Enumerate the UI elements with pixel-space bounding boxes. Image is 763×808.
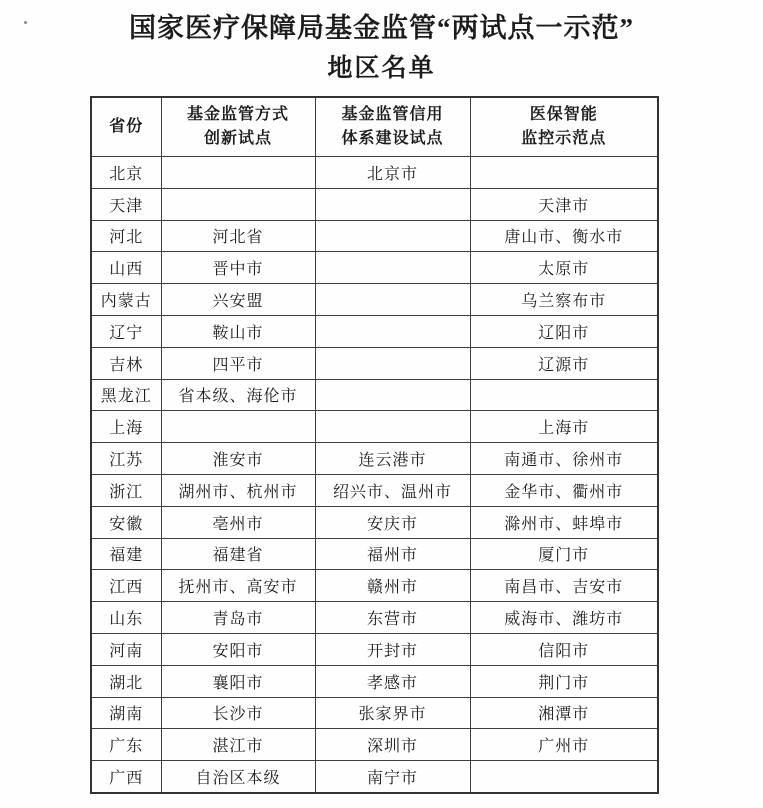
monitor-demo-cell: 湘潭市 — [470, 697, 658, 729]
innovation-pilot-cell: 湖州市、杭州市 — [161, 474, 315, 506]
province-cell: 辽宁 — [91, 315, 161, 347]
province-cell: 山东 — [91, 602, 161, 634]
monitor-demo-cell: 厦门市 — [470, 538, 658, 570]
monitor-demo-cell: 信阳市 — [470, 633, 658, 665]
column-header-province-line1: 省份 — [109, 118, 144, 135]
column-header-monitor-line2: 监控示范点 — [521, 130, 607, 147]
monitor-demo-cell: 南昌市、吉安市 — [470, 570, 658, 602]
province-cell: 吉林 — [91, 347, 161, 379]
credit-pilot-cell — [315, 411, 470, 443]
table-row — [91, 379, 658, 411]
monitor-demo-cell — [470, 379, 658, 411]
province-cell: 河南 — [91, 633, 161, 665]
monitor-demo-cell: 辽阳市 — [470, 315, 658, 347]
monitor-demo-cell — [470, 157, 658, 189]
table-row — [91, 761, 658, 793]
table-row — [91, 443, 658, 475]
innovation-pilot-cell: 自治区本级 — [161, 761, 315, 793]
credit-pilot-cell — [315, 379, 470, 411]
credit-pilot-cell — [315, 315, 470, 347]
province-cell: 江苏 — [91, 443, 161, 475]
monitor-demo-cell — [470, 761, 658, 793]
column-header-monitor-demo — [470, 97, 658, 157]
table-row — [91, 665, 658, 697]
column-header-credit-pilot — [315, 97, 470, 157]
credit-pilot-cell: 绍兴市、温州市 — [315, 474, 470, 506]
province-cell: 上海 — [91, 411, 161, 443]
innovation-pilot-cell: 抚州市、高安市 — [161, 570, 315, 602]
province-cell: 广东 — [91, 729, 161, 761]
region-table — [90, 96, 659, 794]
table-row — [91, 506, 658, 538]
table-body — [91, 157, 658, 793]
innovation-pilot-cell — [161, 157, 315, 189]
innovation-pilot-cell — [161, 411, 315, 443]
monitor-demo-cell: 威海市、潍坊市 — [470, 602, 658, 634]
table-row — [91, 252, 658, 284]
table-row — [91, 570, 658, 602]
credit-pilot-cell: 安庆市 — [315, 506, 470, 538]
credit-pilot-cell: 北京市 — [315, 157, 470, 189]
monitor-demo-cell: 荆门市 — [470, 665, 658, 697]
innovation-pilot-cell — [161, 188, 315, 220]
table-row — [91, 188, 658, 220]
province-cell: 福建 — [91, 538, 161, 570]
monitor-demo-cell: 广州市 — [470, 729, 658, 761]
monitor-demo-cell: 南通市、徐州市 — [470, 443, 658, 475]
table-row — [91, 284, 658, 316]
monitor-demo-cell: 乌兰察布市 — [470, 284, 658, 316]
credit-pilot-cell — [315, 188, 470, 220]
table-row — [91, 220, 658, 252]
column-header-innovation-line1: 基金监管方式 — [186, 106, 289, 123]
table-row — [91, 474, 658, 506]
credit-pilot-cell — [315, 284, 470, 316]
monitor-demo-cell: 天津市 — [470, 188, 658, 220]
innovation-pilot-cell: 晋中市 — [161, 252, 315, 284]
innovation-pilot-cell: 兴安盟 — [161, 284, 315, 316]
province-cell: 江西 — [91, 570, 161, 602]
monitor-demo-cell: 上海市 — [470, 411, 658, 443]
table-row — [91, 633, 658, 665]
column-header-monitor-line1: 医保智能 — [529, 106, 598, 123]
innovation-pilot-cell: 湛江市 — [161, 729, 315, 761]
monitor-demo-cell: 金华市、衢州市 — [470, 474, 658, 506]
innovation-pilot-cell: 长沙市 — [161, 697, 315, 729]
credit-pilot-cell — [315, 220, 470, 252]
innovation-pilot-cell: 青岛市 — [161, 602, 315, 634]
credit-pilot-cell: 连云港市 — [315, 443, 470, 475]
innovation-pilot-cell: 亳州市 — [161, 506, 315, 538]
province-cell: 河北 — [91, 220, 161, 252]
monitor-demo-cell: 太原市 — [470, 252, 658, 284]
table-header-row — [91, 97, 658, 157]
credit-pilot-cell: 张家界市 — [315, 697, 470, 729]
province-cell: 天津 — [91, 188, 161, 220]
column-header-province — [91, 97, 161, 157]
table-row — [91, 157, 658, 189]
innovation-pilot-cell: 安阳市 — [161, 633, 315, 665]
province-cell: 安徽 — [91, 506, 161, 538]
province-cell: 湖北 — [91, 665, 161, 697]
credit-pilot-cell: 深圳市 — [315, 729, 470, 761]
credit-pilot-cell: 东营市 — [315, 602, 470, 634]
table-row — [91, 411, 658, 443]
page-title-line-1: 国家医疗保障局基金监管“两试点一示范” — [129, 13, 634, 43]
innovation-pilot-cell: 淮安市 — [161, 443, 315, 475]
table-row — [91, 538, 658, 570]
province-cell: 北京 — [91, 157, 161, 189]
credit-pilot-cell: 赣州市 — [315, 570, 470, 602]
credit-pilot-cell — [315, 347, 470, 379]
innovation-pilot-cell: 河北省 — [161, 220, 315, 252]
credit-pilot-cell: 孝感市 — [315, 665, 470, 697]
page-title-line-2: 地区名单 — [327, 55, 436, 82]
table-row — [91, 602, 658, 634]
province-cell: 湖南 — [91, 697, 161, 729]
table-row — [91, 315, 658, 347]
credit-pilot-cell: 开封市 — [315, 633, 470, 665]
province-cell: 浙江 — [91, 474, 161, 506]
credit-pilot-cell: 南宁市 — [315, 761, 470, 793]
column-header-innovation-pilot — [161, 97, 315, 157]
innovation-pilot-cell: 鞍山市 — [161, 315, 315, 347]
credit-pilot-cell: 福州市 — [315, 538, 470, 570]
province-cell: 山西 — [91, 252, 161, 284]
monitor-demo-cell: 辽源市 — [470, 347, 658, 379]
credit-pilot-cell — [315, 252, 470, 284]
table-header — [91, 97, 658, 157]
monitor-demo-cell: 唐山市、衡水市 — [470, 220, 658, 252]
column-header-innovation-line2: 创新试点 — [203, 130, 272, 147]
table-row — [91, 729, 658, 761]
table-row — [91, 347, 658, 379]
table-row — [91, 697, 658, 729]
monitor-demo-cell: 滁州市、蚌埠市 — [470, 506, 658, 538]
column-header-credit-line2: 体系建设试点 — [341, 130, 444, 147]
province-cell: 广西 — [91, 761, 161, 793]
province-cell: 黑龙江 — [91, 379, 161, 411]
column-header-credit-line1: 基金监管信用 — [341, 106, 444, 123]
innovation-pilot-cell: 襄阳市 — [161, 665, 315, 697]
innovation-pilot-cell: 福建省 — [161, 538, 315, 570]
innovation-pilot-cell: 省本级、海伦市 — [161, 379, 315, 411]
province-cell: 内蒙古 — [91, 284, 161, 316]
innovation-pilot-cell: 四平市 — [161, 347, 315, 379]
